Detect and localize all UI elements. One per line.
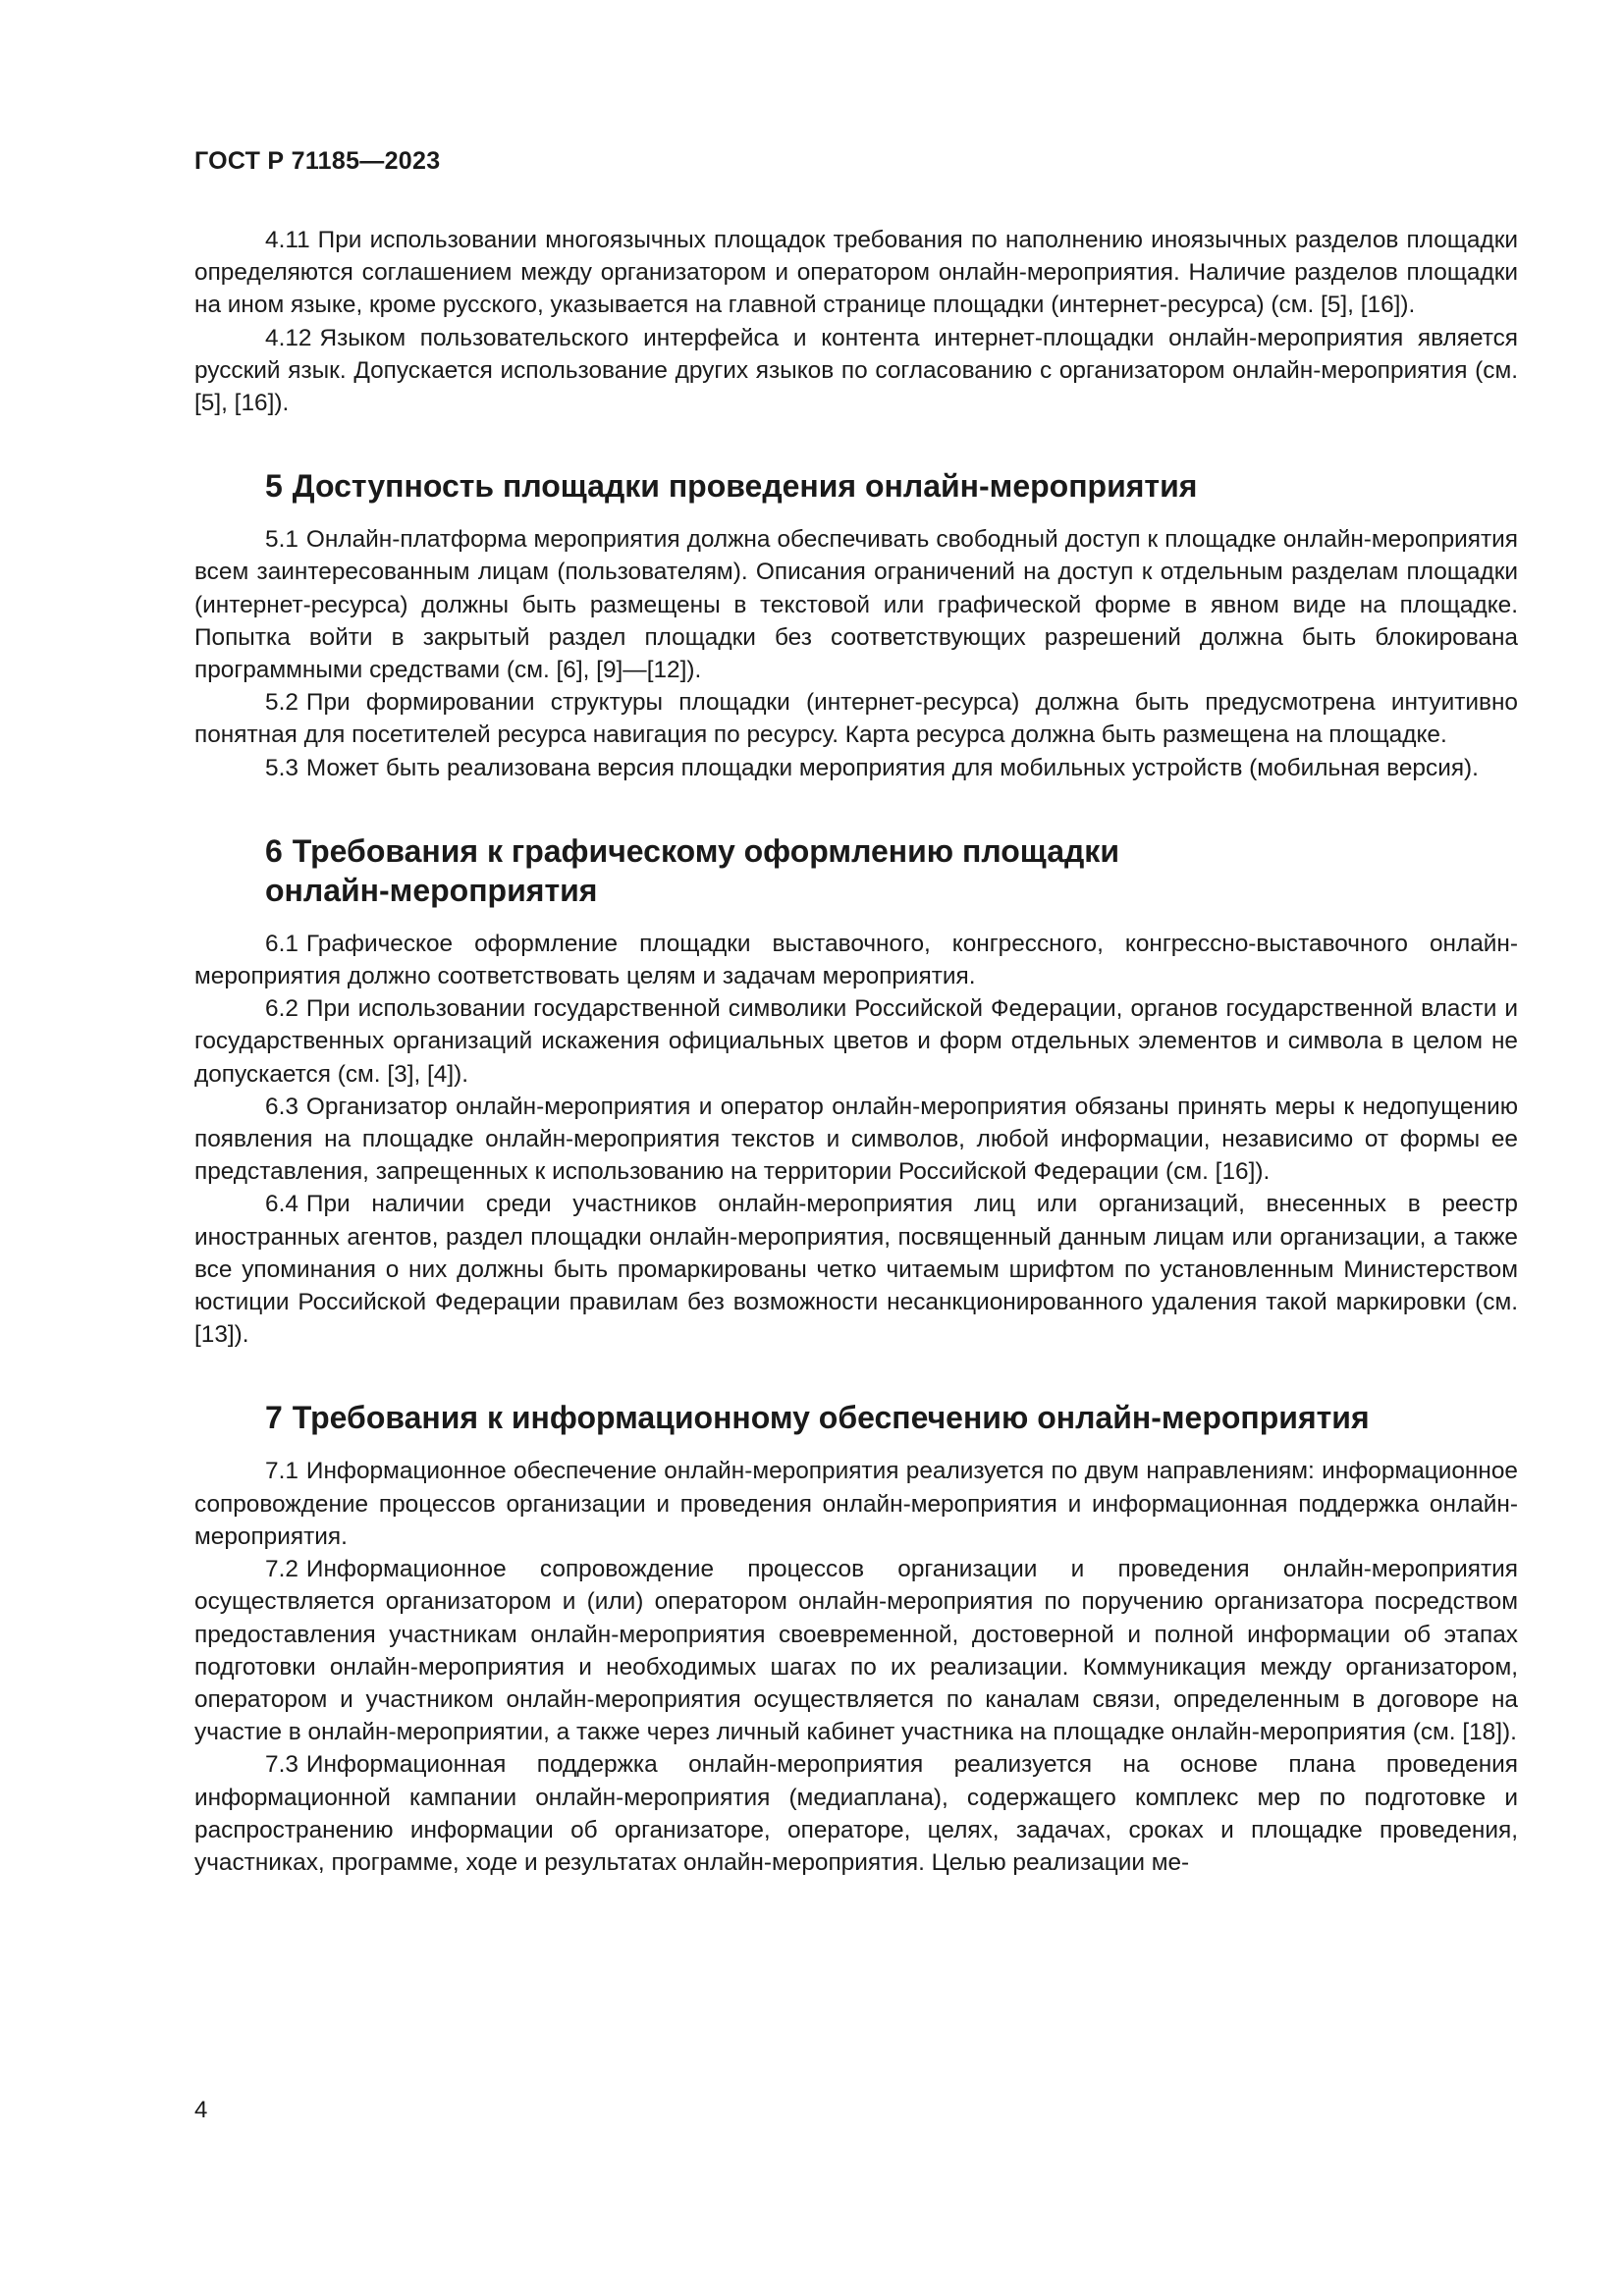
- paragraph-7-2: [194, 1553, 1518, 1748]
- paragraph-text: При использовании государственной символики Российской Федерации, органов государственной власти и государственных организаций искажения официальных цветов и форм отдельных элементов и символа в целом не допускается (см. [3], [4]).: [194, 995, 1518, 1088]
- paragraph-text: Информационное сопровождение процессов организации и проведения онлайн-мероприятия осуществляется организатором и (или) оператором онлайн-мероприятия по поручению организатора посредством предоставления участникам онлайн-мероприятия своевременной, достоверной и полной информации об этапах подготовки онлайн-мероприятия и необходимых шагах по их реализации. Коммуникация между организатором, оператором и участником онлайн-мероприятия осуществляется по каналам связи, определенным в договоре на участие в онлайн-мероприятии, а также через личный кабинет участника на площадке онлайн-мероприятия (см. [18]).: [194, 1556, 1518, 1746]
- paragraph-text: Языком пользовательского интерфейса и контента интернет-площадки онлайн-мероприятия является русский язык. Допускается использование других языков по согласованию с организатором онлайн-мероприятия (см. [5], [16]).: [194, 324, 1518, 417]
- paragraph-6-1: [194, 928, 1518, 992]
- paragraph-text: При использовании многоязычных площадок требования по наполнению иноязычных разделов площадки определяются соглашением между организатором и оператором онлайн-мероприятия. Наличие разделов площадки на ином языке, кроме русского, указывается на главной странице площадки (интернет-ресурса) (см. [5], [16]).: [194, 227, 1518, 319]
- paragraph-number: 5.1: [265, 526, 298, 554]
- paragraph-number: 7.1: [265, 1458, 298, 1485]
- paragraph-number: 6.2: [265, 995, 298, 1023]
- paragraph-number: 4.11: [265, 227, 310, 253]
- page-number: 4: [194, 2097, 208, 2123]
- paragraph-number: 5.2: [265, 689, 298, 717]
- paragraph-text: Графическое оформление площадки выставочного, конгрессного, конгрессно-выставочного онлайн-мероприятия должно соответствовать целям и задачам мероприятия.: [194, 930, 1518, 990]
- document-header: ГОСТ Р 71185—2023: [194, 147, 441, 175]
- paragraph-text: Информационное обеспечение онлайн-мероприятия реализуется по двум направлениям: информационное сопровождение процессов организации и проведения онлайн-мероприятия и информационная поддержка онлайн-мероприятия.: [194, 1458, 1518, 1550]
- paragraph-number: 5.3: [265, 754, 298, 781]
- paragraph-number: 4.12: [265, 324, 312, 351]
- section-title-continuation: онлайн-мероприятия: [265, 872, 598, 908]
- paragraph-6-4: [194, 1188, 1518, 1351]
- document-body: [194, 224, 1518, 1879]
- section-heading-7: [194, 1398, 1518, 1437]
- paragraph-6-2: [194, 992, 1518, 1091]
- paragraph-7-1: [194, 1455, 1518, 1553]
- paragraph-5-2: [194, 686, 1518, 751]
- section-number: 5: [265, 468, 283, 505]
- paragraph-6-3: [194, 1091, 1518, 1189]
- section-heading-6: [194, 831, 1518, 910]
- paragraph-4-11: [194, 224, 1518, 322]
- paragraph-number: 6.1: [265, 930, 298, 957]
- paragraph-text: При наличии среди участников онлайн-мероприятия лиц или организаций, внесенных в реестр иностранных агентов, раздел площадки онлайн-мероприятия, посвященный данным лицам или организации, а также все упоминания о них должны быть промаркированы четко читаемым шрифтом по установленным Министерством юстиции Российской Федерации правилам без возможности несанкционированного удаления такой маркировки (см. [13]).: [194, 1191, 1518, 1349]
- paragraph-number: 6.3: [265, 1093, 298, 1120]
- paragraph-number: 7.3: [265, 1751, 298, 1779]
- section-number: 7: [265, 1400, 283, 1436]
- paragraph-number: 7.2: [265, 1556, 298, 1583]
- paragraph-text: Информационная поддержка онлайн-мероприятия реализуется на основе плана проведения информационной кампании онлайн-мероприятия (медиаплана), содержащего комплекс мер по подготовке и распространению информации об организаторе, операторе, целях, задачах, сроках и площадке проведения, участниках, программе, ходе и результатах онлайн-мероприятия. Целью реализации ме-: [194, 1751, 1518, 1876]
- paragraph-5-1: [194, 523, 1518, 686]
- section-title: Доступность площадки проведения онлайн-мероприятия: [292, 468, 1198, 505]
- section-title: Требования к графическому оформлению площадки: [292, 832, 1119, 869]
- paragraph-4-12: [194, 322, 1518, 420]
- paragraph-text: Может быть реализована версия площадки мероприятия для мобильных устройств (мобильная версия).: [305, 754, 1479, 781]
- paragraph-text: Онлайн-платформа мероприятия должна обеспечивать свободный доступ к площадке онлайн-мероприятия всем заинтересованным лицам (пользователям). Описания ограничений на доступ к отдельным разделам площадки (интернет-ресурса) должны быть размещены в текстовой или графической форме в явном виде на площадке. Попытка войти в закрытый раздел площадки без соответствующих разрешений должна быть блокирована программными средствами (см. [6], [9]—[12]).: [194, 526, 1518, 684]
- section-title: Требования к информационному обеспечению онлайн-мероприятия: [292, 1400, 1370, 1436]
- paragraph-text: Организатор онлайн-мероприятия и оператор онлайн-мероприятия обязаны принять меры к недопущению появления на площадке онлайн-мероприятия текстов и символов, любой информации, независимо от формы ее представления, запрещенных к использованию на территории Российской Федерации (см. [16]).: [194, 1093, 1518, 1186]
- section-heading-5: [194, 466, 1518, 506]
- paragraph-5-3: [194, 752, 1518, 784]
- section-number: 6: [265, 832, 283, 869]
- paragraph-7-3: [194, 1748, 1518, 1879]
- paragraph-text: При формировании структуры площадки (интернет-ресурса) должна быть предусмотрена интуитивно понятная для посетителей ресурса навигация по ресурсу. Карта ресурса должна быть размещена на площадке.: [194, 689, 1518, 749]
- paragraph-number: 6.4: [265, 1191, 298, 1218]
